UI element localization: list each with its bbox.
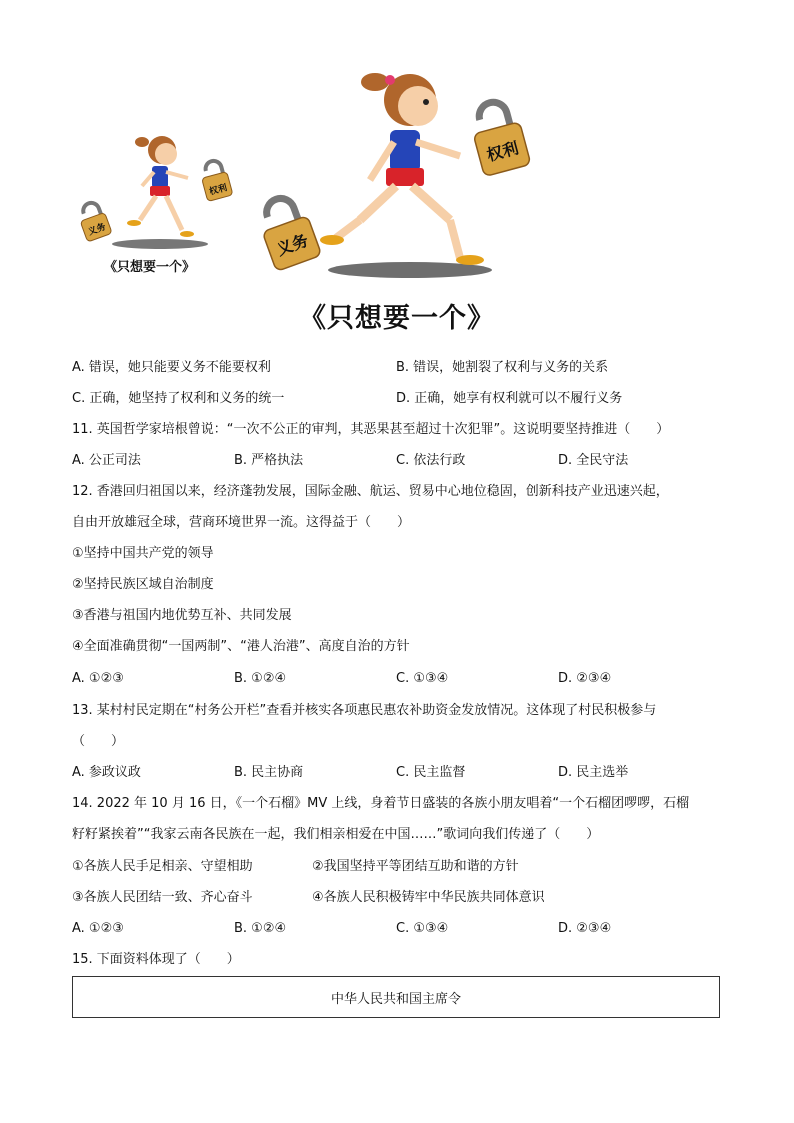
q13-stem-line1: 13. 某村村民定期在“村务公开栏”查看并核实各项惠民惠农补助资金发放情况。这体现了村民积极参与 [72, 703, 657, 718]
q12-statement-4: ④全面准确贯彻“一国两制”、“港人治港”、高度自治的方针 [72, 639, 410, 654]
small-lock-duty-label: 义务 [87, 222, 108, 238]
q14-option-a: A. ①②③ [72, 921, 124, 936]
q14-option-b: B. ①②④ [234, 921, 287, 936]
q14-statement-2: ②我国坚持平等团结互助和谐的方针 [312, 859, 519, 874]
q15-stem: 15. 下面资料体现了（ ） [72, 952, 240, 967]
q11-option-d: D. 全民守法 [558, 453, 629, 468]
q14-stem-line1: 14. 2022 年 10 月 16 日，《一个石榴》MV 上线，身着节日盛装的各族小朋友唱着“一个石榴团啰啰，石榴 [72, 796, 690, 811]
small-illustration-caption: 《只想要一个》 [104, 260, 196, 275]
q14-option-d: D. ②③④ [558, 921, 612, 936]
large-running-girl-illustration [250, 60, 540, 285]
q12-option-a: A. ①②③ [72, 671, 124, 686]
q13-option-c: C. 民主监督 [396, 765, 466, 780]
q12-option-d: D. ②③④ [558, 671, 612, 686]
q11-option-c: C. 依法行政 [396, 453, 466, 468]
q13-option-a: A. 参政议政 [72, 765, 141, 780]
q14-statement-3: ③各族人民团结一致、齐心奋斗 [72, 890, 253, 905]
q12-option-b: B. ①②④ [234, 671, 287, 686]
q13-option-b: B. 民主协商 [234, 765, 304, 780]
q14-statement-4: ④各族人民积极铸牢中华民族共同体意识 [312, 890, 545, 905]
q12-statement-2: ②坚持民族区域自治制度 [72, 577, 214, 592]
q12-stem-line1: 12. 香港回归祖国以来，经济蓬勃发展，国际金融、航运、贸易中心地位稳固，创新科技产业迅速兴起， [72, 484, 669, 499]
large-illustration-caption: 《只想要一个》 [299, 303, 495, 334]
small-running-girl-illustration [70, 120, 240, 255]
q12-statement-3: ③香港与祖国内地优势互补、共同发展 [72, 608, 292, 623]
small-lock-right-label: 权利 [208, 183, 229, 198]
q11-option-b: B. 严格执法 [234, 453, 304, 468]
q12-option-c: C. ①③④ [396, 671, 449, 686]
q14-statement-1: ①各族人民手足相亲、守望相助 [72, 859, 253, 874]
q12-stem-line2: 自由开放雄冠全球，营商环境世界一流。这得益于（ ） [72, 515, 411, 530]
q13-option-d: D. 民主选举 [558, 765, 629, 780]
q10-option-b: B. 错误，她割裂了权利与义务的关系 [396, 360, 609, 375]
q12-statement-1: ①坚持中国共产党的领导 [72, 546, 214, 561]
q13-stem-line2: （ ） [72, 734, 125, 749]
large-lock-right-label: 权利 [484, 138, 521, 165]
q14-stem-line2: 籽籽紧挨着”“我家云南各民族在一起，我们相亲相爱在中国……”歌词向我们传递了（ ） [72, 827, 600, 842]
q11-option-a: A. 公正司法 [72, 453, 141, 468]
q11-stem: 11. 英国哲学家培根曾说：“一次不公正的审判，其恶果甚至超过十次犯罪”。这说明要坚持推进（ ） [72, 422, 670, 437]
large-lock-duty-label: 义务 [274, 230, 311, 260]
q15-material-title: 中华人民共和国主席令 [330, 991, 461, 1007]
q10-option-c: C. 正确，她坚持了权利和义务的统一 [72, 391, 285, 406]
q14-option-c: C. ①③④ [396, 921, 449, 936]
q10-option-a: A. 错误，她只能要义务不能要权利 [72, 360, 271, 375]
q10-option-d: D. 正确，她享有权利就可以不履行义务 [396, 391, 623, 406]
q15-material-box [72, 976, 720, 1018]
